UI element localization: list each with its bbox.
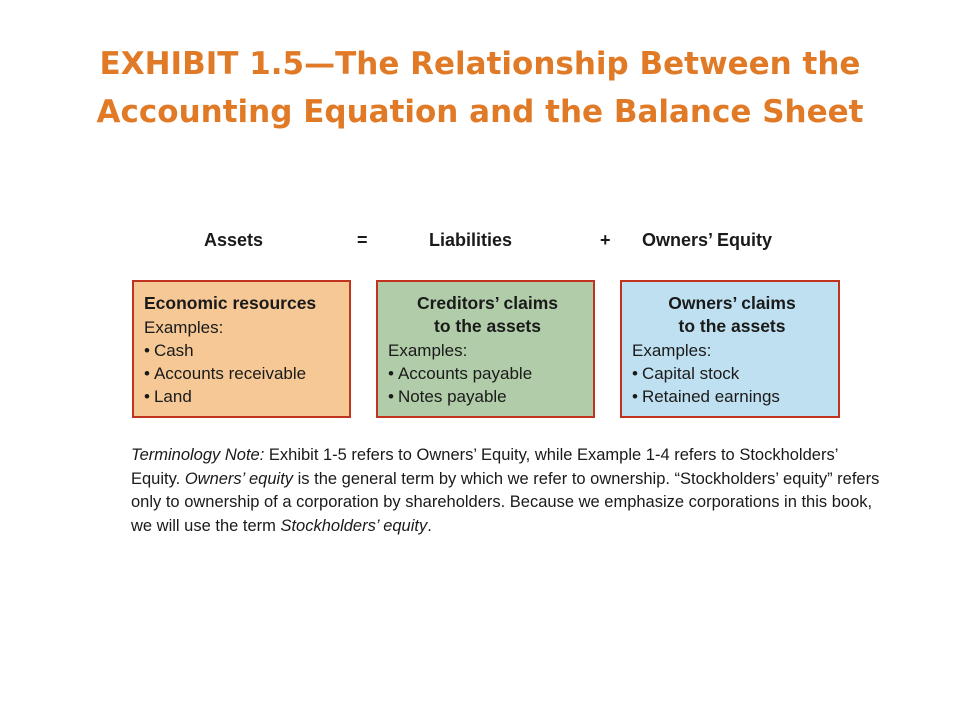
- terminology-note-text-2: is the general term by which we refer to ownership. “Stockholders’ equity” refers only to ownership of a corporation by shareholders. Because we emphasize corporations in this book, we will use the term: [131, 469, 880, 535]
- liabilities-heading-line-1: Creditors’ claims: [416, 293, 559, 313]
- assets-box-heading: Economic resources: [144, 293, 317, 313]
- list-item: • Notes payable: [388, 385, 587, 408]
- terminology-note-term-2: Stockholders’ equity: [280, 516, 428, 535]
- terminology-note-label: Terminology Note:: [131, 446, 265, 464]
- liabilities-examples-list: [388, 362, 587, 408]
- liabilities-examples-label: Examples:: [388, 341, 468, 360]
- liabilities-heading-line-2: to the assets: [434, 316, 541, 336]
- owners-equity-examples-label: Examples:: [632, 341, 712, 360]
- owners-equity-box-heading: [632, 292, 832, 338]
- terminology-note-term-1: Owners’ equity: [184, 469, 294, 488]
- equation-assets-label: Assets: [204, 230, 264, 250]
- list-item: • Land: [144, 385, 343, 408]
- terminology-note: [131, 444, 891, 538]
- terminology-note-text-3: .: [427, 516, 432, 535]
- liabilities-box-heading: [388, 292, 587, 338]
- list-item: • Capital stock: [632, 362, 832, 385]
- slide-title-line-2: Accounting Equation and the Balance Sheet: [96, 94, 864, 130]
- terminology-note-text-1: Exhibit 1-5 refers to Owners’ Equity, while Example 1-4 refers to Stockholders’ Equity.: [131, 446, 838, 488]
- liabilities-box: [376, 280, 595, 418]
- list-item: • Accounts receivable: [144, 362, 343, 385]
- slide-title-line-1: EXHIBIT 1.5—The Relationship Between the: [99, 46, 861, 82]
- assets-examples-list: [144, 339, 343, 408]
- list-item: • Cash: [144, 339, 343, 362]
- assets-examples-label: Examples:: [144, 318, 224, 337]
- equation-equals-sign: =: [357, 230, 368, 250]
- equation-owners-equity-label: Owners’ Equity: [642, 230, 773, 250]
- owners-equity-heading-line-2: to the assets: [678, 316, 786, 336]
- list-item: • Accounts payable: [388, 362, 587, 385]
- equation-liabilities-label: Liabilities: [429, 230, 513, 250]
- owners-equity-box: [620, 280, 840, 418]
- assets-box: [132, 280, 351, 418]
- equation-plus-sign: +: [600, 230, 611, 250]
- list-item: • Retained earnings: [632, 385, 832, 408]
- slide-title: [40, 40, 920, 136]
- owners-equity-examples-list: [632, 362, 832, 408]
- owners-equity-heading-line-1: Owners’ claims: [668, 293, 796, 313]
